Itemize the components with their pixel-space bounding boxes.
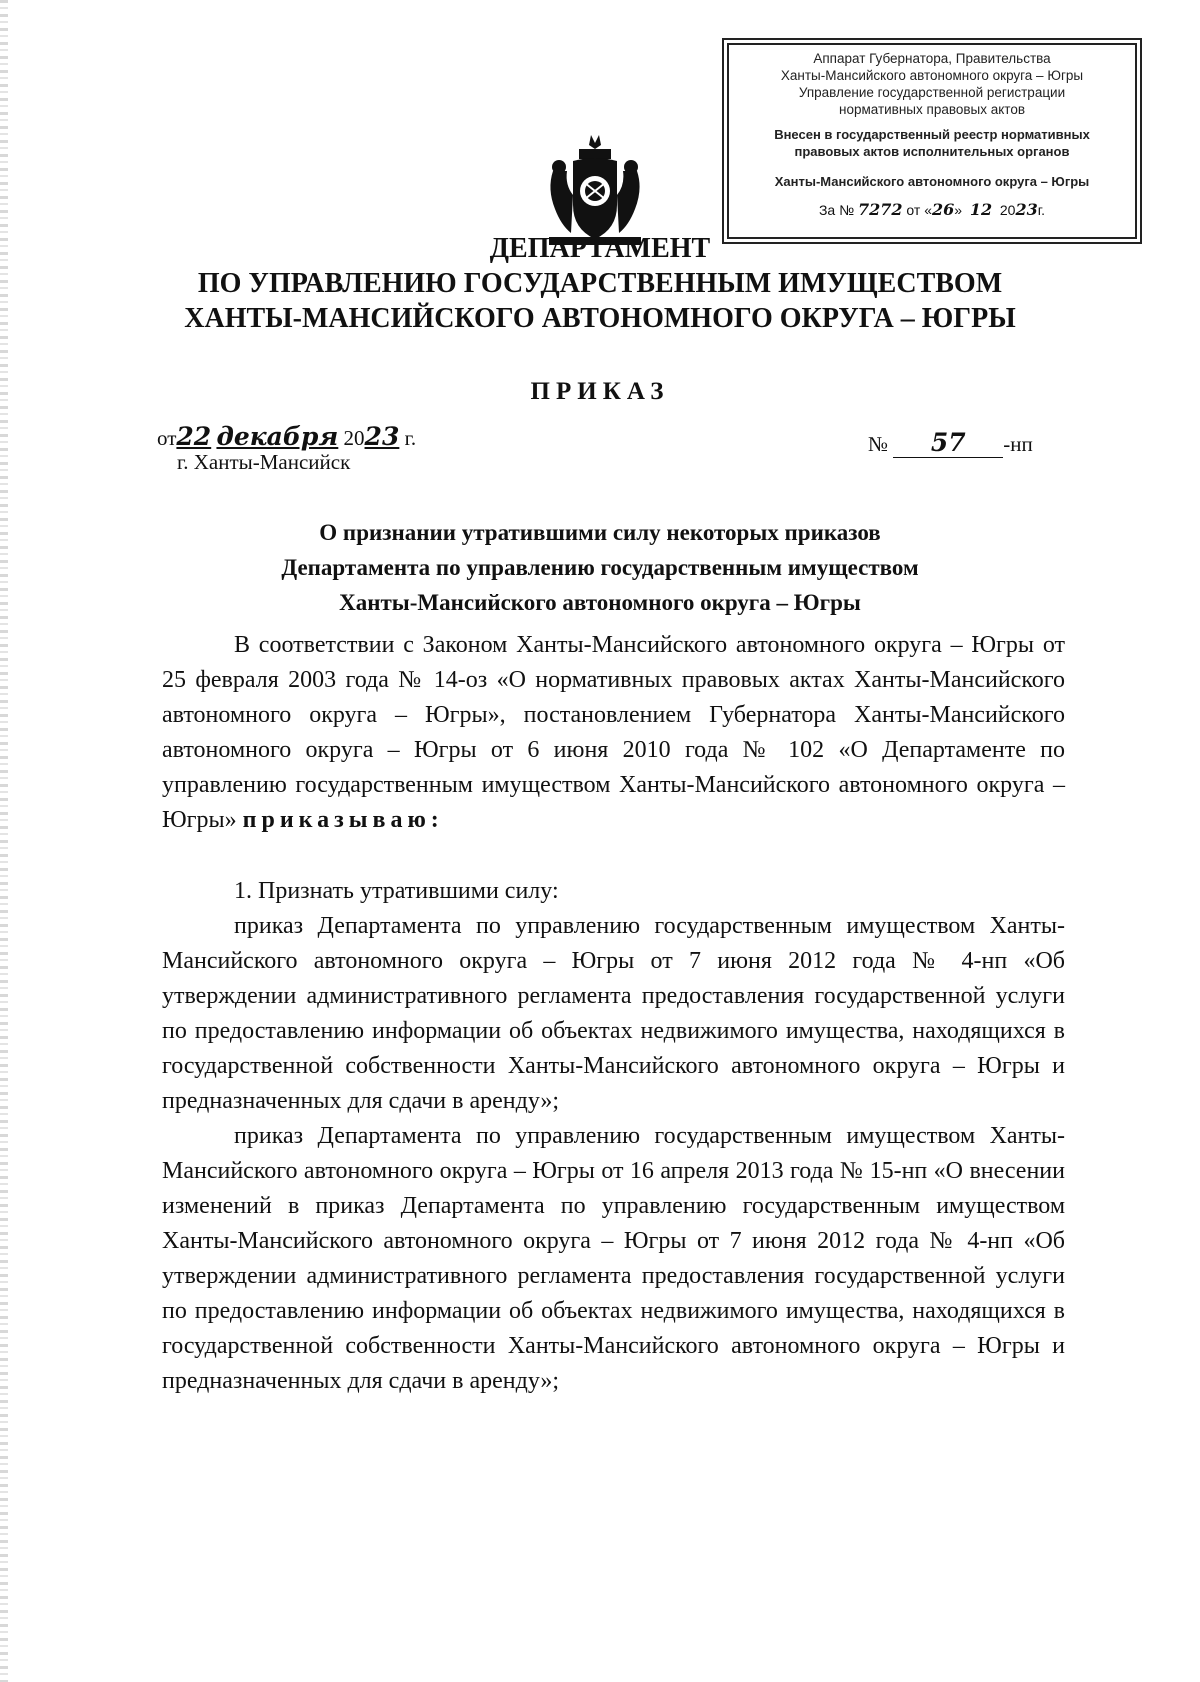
order-word: приказываю: (242, 807, 444, 833)
stamp-line: нормативных правовых актов (838, 102, 1026, 117)
stamp-line: правовых актов исполнительных органов (794, 144, 1070, 159)
order-body (162, 628, 1065, 1399)
department-heading: ДЕПАРТАМЕНТ ПО УПРАВЛЕНИЮ ГОСУДАРСТВЕННЫМ ИМУЩЕСТВОМ ХАНТЫ-МАНСИЙСКОГО АВТОНОМНОГО ОКРУГА – ЮГРЫ (184, 233, 1016, 334)
stamp-line: Ханты-Мансийского автономного округа – Югры (774, 174, 1090, 189)
order-city: г. Ханты-Мансийск (177, 450, 351, 474)
item-1: 1. Признать утратившими силу: (234, 878, 559, 904)
order-date: от22 декабря 2023 г. (157, 422, 417, 451)
stamp-line: Управление государственной регистрации (798, 85, 1066, 100)
stamp-reg-day: 26 (932, 200, 955, 219)
stamp-reg-month: 12 (969, 200, 993, 219)
stamp-reg-number: 7272 (858, 200, 903, 219)
order-date-year: 23 (364, 422, 400, 451)
repealed-act-1: приказ Департамента по управлению государственным имуществом Ханты-Мансийского автономного округа – Югры от 7 июня 2012 года № 4-нп «Об утверждении административного регламента предоставления государственной услуги по предоставлению информации об объектах недвижимого имущества, находящихся в государственной собственности Ханты-Мансийского автономного округа – Югры и предназначенных для сдачи в аренду»; (162, 913, 1065, 1114)
stamp-reg-year: 23 (1015, 200, 1038, 219)
repealed-act-2: приказ Департамента по управлению государственным имуществом Ханты-Мансийского автономного округа – Югры от 16 апреля 2013 года № 15-нп «О внесении изменений в приказ Департамента по управлению государственным имуществом Ханты-Мансийского автономного округа – Югры от 7 июня 2012 года № 4-нп «Об утверждении административного регламента предоставления государственной услуги по предоставлению информации об объектах недвижимого имущества, находящихся в государственной собственности Ханты-Мансийского автономного округа – Югры и предназначенных для сдачи в аренду»; (162, 1123, 1065, 1394)
order-title: О признании утратившими силу некоторых приказов Департамента по управлению государственным имуществом Ханты-Мансийского автономного округа – Югры (281, 520, 919, 615)
order-date-month: декабря (216, 422, 339, 451)
stamp-line: Аппарат Губернатора, Правительства (813, 51, 1051, 66)
order-number-value: 57 (930, 428, 966, 457)
registration-stamp (727, 43, 1137, 239)
stamp-line: Ханты-Мансийского автономного округа – Югры (780, 68, 1084, 83)
preamble-paragraph: В соответствии с Законом Ханты-Мансийского автономного округа – Югры от 25 февраля 2003 года № 14-оз «О нормативных правовых актах Ханты-Мансийского автономного округа – Югры», постановлением Губернатора Ханты-Мансийского автономного округа – Югры от 6 июня 2010 года № 102 «О Департаменте по управлению государственным имуществом Ханты-Мансийского автономного округа – Югры» приказываю: (162, 632, 1065, 833)
document-type: ПРИКАЗ (530, 378, 670, 405)
order-date-day: 22 (176, 422, 212, 451)
stamp-line: Внесен в государственный реестр нормативных (774, 127, 1090, 142)
stamp-registration-line: За № 7272 от «26» 12 2023г. (818, 200, 1046, 219)
order-number: № 57 -нп (868, 428, 1033, 457)
